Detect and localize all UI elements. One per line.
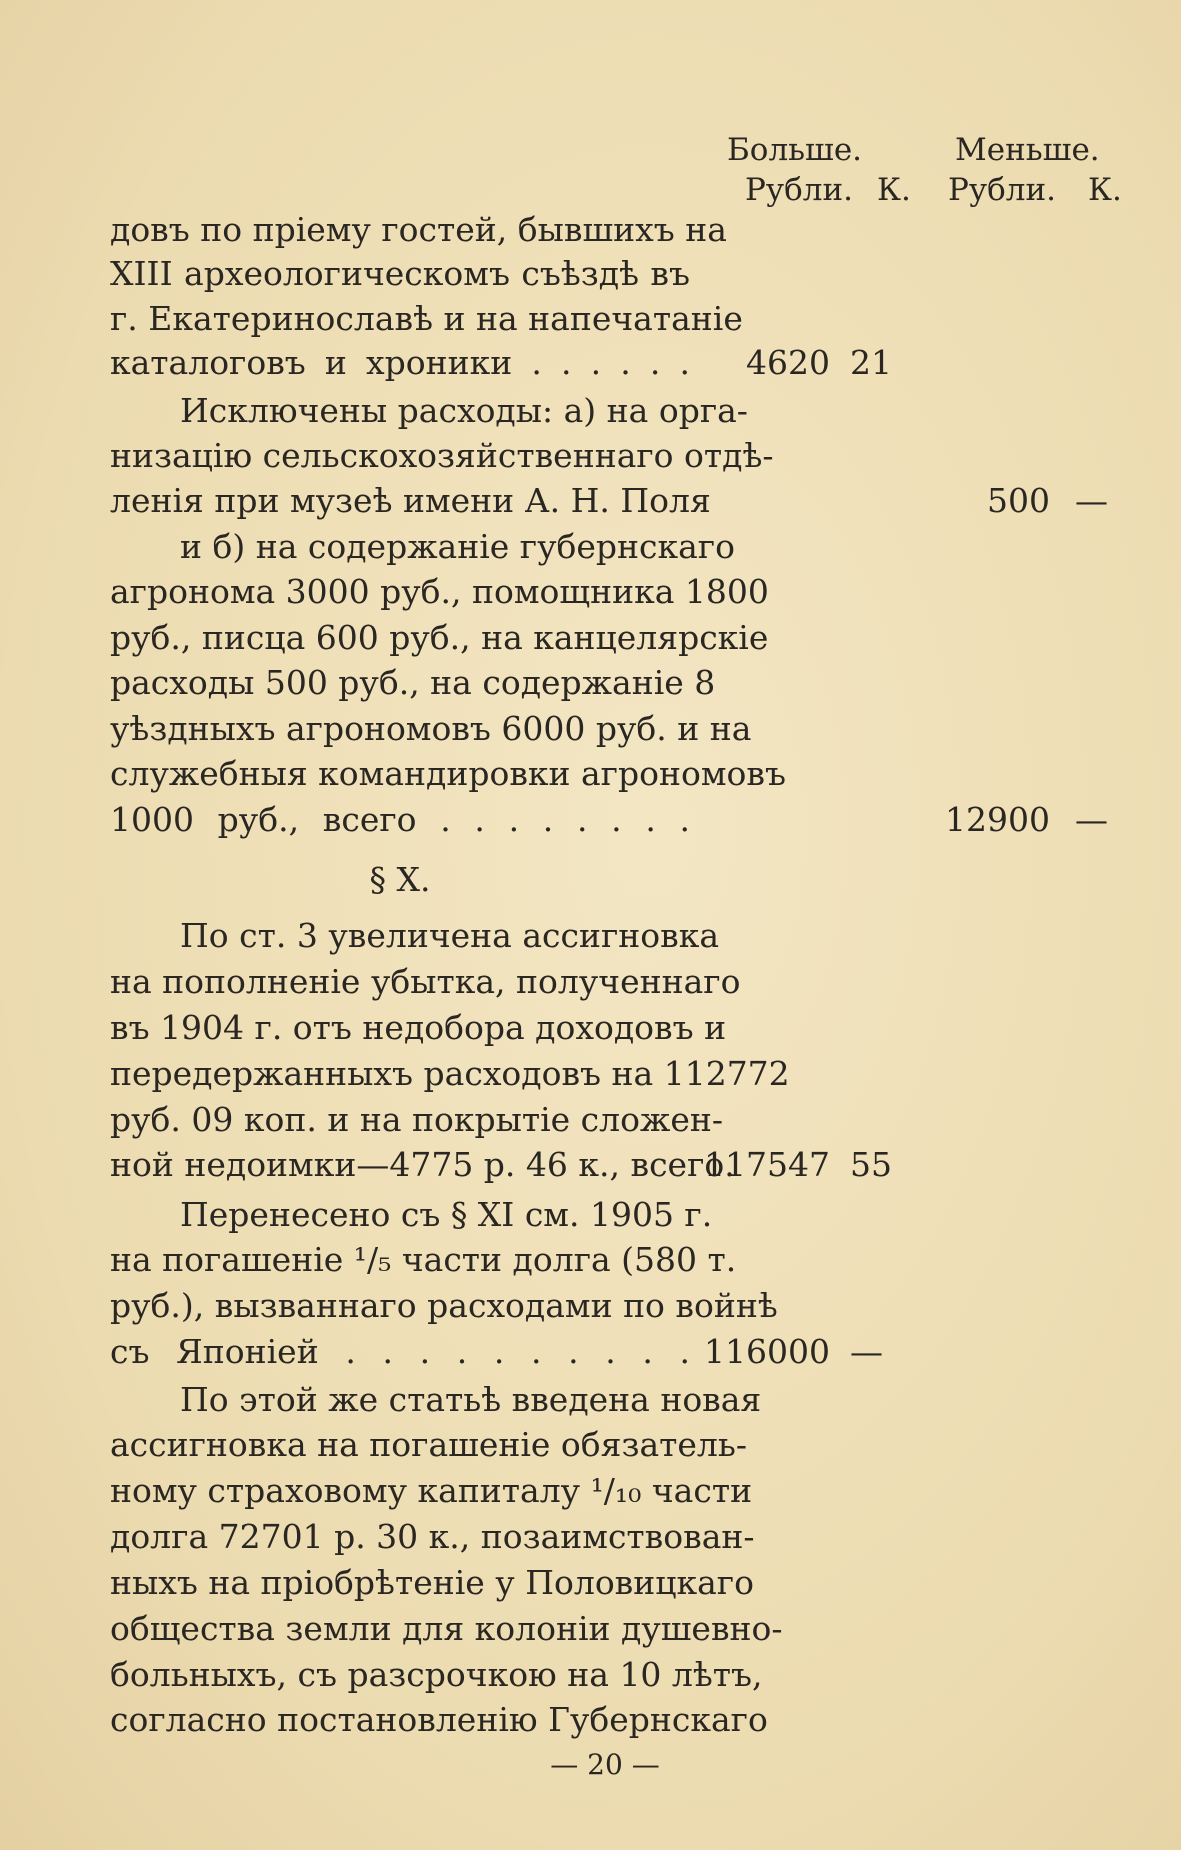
text-line: служебныя командировки агрономовъ xyxy=(110,754,786,793)
text-line: ныхъ на пріобрѣтеніе у Половицкаго xyxy=(110,1563,754,1602)
header-more-kopecks: К. xyxy=(877,172,911,208)
header-less: Меньше. xyxy=(955,132,1100,168)
text-line: уѣздныхъ агрономовъ 6000 руб. и на xyxy=(110,709,752,748)
text-line: и б) на содержаніе губернскаго xyxy=(180,527,735,566)
text-line: агронома 3000 руб., помощника 1800 xyxy=(110,572,769,611)
text-line: Исключены расходы: а) на орга- xyxy=(180,391,748,430)
header-less-kopecks: К. xyxy=(1088,172,1122,208)
page-number: — 20 — xyxy=(550,1748,660,1781)
text-line: руб.), вызваннаго расходами по войнѣ xyxy=(110,1286,778,1325)
amount-more-rubles: 4620 xyxy=(746,343,830,382)
text-line: расходы 500 руб., на содержаніе 8 xyxy=(110,663,716,702)
text-line: каталоговъ и хроники . . . . . . xyxy=(110,343,690,382)
text-line: ному страховому капиталу ¹/₁₀ части xyxy=(110,1471,753,1510)
text-line: Перенесено съ § XI см. 1905 г. xyxy=(180,1195,713,1234)
section-heading: § X. xyxy=(369,860,431,899)
text-line: г. Екатеринославѣ и на напечатаніе xyxy=(110,299,743,338)
text-line: больныхъ, съ разсрочкою на 10 лѣтъ, xyxy=(110,1655,763,1694)
text-line: на пополненіе убытка, полученнаго xyxy=(110,962,741,1001)
text-line: ассигновка на погашеніе обязатель- xyxy=(110,1425,748,1464)
text-line: 1000 руб., всего . . . . . . . . xyxy=(110,800,690,839)
text-line: руб. 09 коп. и на покрытіе сложен- xyxy=(110,1100,724,1139)
amount-less-kopecks: — xyxy=(1075,481,1108,520)
text-line: По ст. 3 увеличена ассигновка xyxy=(180,916,719,955)
text-line: ленія при музеѣ имени А. Н. Поля xyxy=(110,481,711,520)
amount-more-kopecks: 55 xyxy=(850,1145,892,1184)
amount-less-rubles: 500 xyxy=(987,481,1050,520)
text-line: довъ по пріему гостей, бывшихъ на xyxy=(110,210,727,249)
header-more: Больше. xyxy=(727,132,863,168)
text-line: съ Японіей . . . . . . . . . . xyxy=(110,1332,690,1371)
amount-less-kopecks: — xyxy=(1075,800,1108,839)
text-line: передержанныхъ расходовъ на 112772 xyxy=(110,1054,790,1093)
text-line: долга 72701 р. 30 к., позаимствован- xyxy=(110,1517,755,1556)
amount-more-kopecks: — xyxy=(850,1332,883,1371)
amount-less-rubles: 12900 xyxy=(945,800,1050,839)
header-less-rubles: Рубли. xyxy=(948,172,1056,208)
text-line: ной недоимки—4775 р. 46 к., всего. xyxy=(110,1145,735,1184)
text-line: руб., писца 600 руб., на канцелярскіе xyxy=(110,618,769,657)
text-line: XIII археологическомъ съѣздѣ въ xyxy=(110,254,690,293)
text-line: низацію сельскохозяйственнаго отдѣ- xyxy=(110,436,774,475)
header-more-rubles: Рубли. xyxy=(745,172,853,208)
text-line: на погашеніе ¹/₅ части долга (580 т. xyxy=(110,1240,737,1279)
amount-more-kopecks: 21 xyxy=(850,343,892,382)
text-line: По этой же статьѣ введена новая xyxy=(180,1380,762,1419)
text-line: общества земли для колоніи душевно- xyxy=(110,1609,783,1648)
amount-more-rubles: 117547 xyxy=(704,1145,830,1184)
amount-more-rubles: 116000 xyxy=(704,1332,830,1371)
text-line: въ 1904 г. отъ недобора доходовъ и xyxy=(110,1008,727,1047)
text-line: согласно постановленію Губернскаго xyxy=(110,1700,768,1739)
